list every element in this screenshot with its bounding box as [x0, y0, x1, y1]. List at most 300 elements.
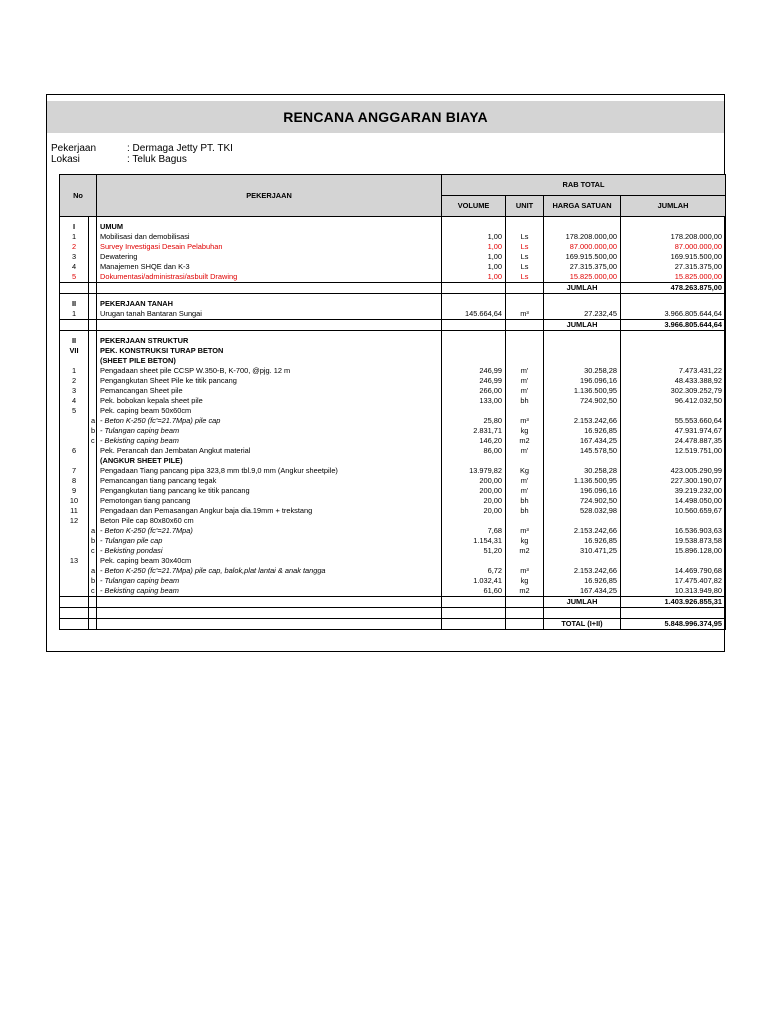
cell-volume: 145.664,64 [442, 309, 506, 320]
table-row [60, 496, 726, 506]
cell-harga [544, 516, 621, 526]
cell-jumlah [621, 346, 726, 356]
cell-unit [506, 222, 544, 232]
cell-harga: 30.258,28 [544, 366, 621, 376]
cell-jumlah: 10.313.949,80 [621, 586, 726, 597]
cell-desc [97, 597, 442, 608]
cell-sub [89, 366, 97, 376]
total-value: 3.966.805.644,64 [621, 320, 726, 331]
col-header-rab-total: RAB TOTAL [442, 175, 726, 196]
cell-sub [89, 242, 97, 252]
cell-jumlah [621, 336, 726, 346]
cell-unit: m' [506, 386, 544, 396]
cell-no: 2 [60, 242, 89, 252]
cell-sub [89, 309, 97, 320]
cell-sub: a [89, 416, 97, 426]
cell-sub [89, 456, 97, 466]
meta-value: : Teluk Bagus [127, 154, 187, 165]
cell-no: 7 [60, 466, 89, 476]
cell-desc: - Beton K-250 (fc'=21.7Mpa) pile cap [97, 416, 442, 426]
cell-unit [506, 299, 544, 309]
cell-harga [544, 556, 621, 566]
cell-harga: 27.315.375,00 [544, 262, 621, 272]
cell-desc [97, 320, 442, 331]
cell-sub: c [89, 436, 97, 446]
cell-unit [506, 619, 544, 630]
cell-jumlah: 47.931.974,67 [621, 426, 726, 436]
cell-unit: m' [506, 366, 544, 376]
cell-sub [89, 299, 97, 309]
table-row [60, 546, 726, 556]
cell-unit: m2 [506, 436, 544, 446]
cell-no: 9 [60, 486, 89, 496]
cell-desc: PEK. KONSTRUKSI TURAP BETON [97, 346, 442, 356]
cell-harga [544, 222, 621, 232]
cell-unit: Ls [506, 262, 544, 272]
cell-volume [442, 516, 506, 526]
spreadsheet-page [46, 94, 725, 652]
cell-sub [89, 336, 97, 346]
table-row [60, 436, 726, 446]
cell-harga: 167.434,25 [544, 586, 621, 597]
cell-harga: 27.232,45 [544, 309, 621, 320]
table-row [60, 486, 726, 496]
table-row [60, 566, 726, 576]
cell-no: 6 [60, 446, 89, 456]
cell-volume: 25,80 [442, 416, 506, 426]
page-title: RENCANA ANGGARAN BIAYA [47, 101, 724, 133]
cell-volume: 1,00 [442, 252, 506, 262]
cell-sub: c [89, 586, 97, 597]
cell-no [60, 608, 89, 619]
cell-volume: 246,99 [442, 376, 506, 386]
table-row [60, 506, 726, 516]
cell-harga [544, 336, 621, 346]
cell-no [60, 566, 89, 576]
cell-harga: 145.578,50 [544, 446, 621, 456]
cell-unit: kg [506, 536, 544, 546]
cell-no: 12 [60, 516, 89, 526]
meta-label: Pekerjaan [51, 143, 97, 154]
cell-desc: UMUM [97, 222, 442, 232]
table-row [60, 232, 726, 242]
cell-volume: 51,20 [442, 546, 506, 556]
table-row [60, 526, 726, 536]
cell-unit: kg [506, 426, 544, 436]
table-row [60, 476, 726, 486]
cell-desc: Beton Pile cap 80x80x60 cm [97, 516, 442, 526]
cell-desc: Pengangkutan tiang pancang ke titik pancang [97, 486, 442, 496]
table-body [60, 217, 726, 630]
cell-unit [506, 356, 544, 366]
cell-harga: 1.136.500,95 [544, 476, 621, 486]
cell-desc: Pek. bobokan kepala sheet pile [97, 396, 442, 406]
total-label: TOTAL (I+II) [544, 619, 621, 630]
cell-jumlah: 24.478.887,35 [621, 436, 726, 446]
cell-unit [506, 456, 544, 466]
cell-sub [89, 486, 97, 496]
cell-volume: 266,00 [442, 386, 506, 396]
cell-no: 4 [60, 262, 89, 272]
table-row [60, 516, 726, 526]
cell-no: 1 [60, 232, 89, 242]
cell-unit: m' [506, 446, 544, 456]
table-row [60, 466, 726, 476]
cell-desc: - Beton K-250 (fc'=21.7Mpa) [97, 526, 442, 536]
cell-unit: m2 [506, 546, 544, 556]
total-value: 5.848.996.374,95 [621, 619, 726, 630]
cell-volume: 1,00 [442, 262, 506, 272]
subtotal-row [60, 597, 726, 608]
cell-sub [89, 597, 97, 608]
cell-desc: (SHEET PILE BETON) [97, 356, 442, 366]
cell-sub [89, 356, 97, 366]
cell-unit [506, 336, 544, 346]
cell-harga: 169.915.500,00 [544, 252, 621, 262]
cell-sub [89, 346, 97, 356]
cell-no [60, 546, 89, 556]
table-row [60, 376, 726, 386]
grand-total-row [60, 619, 726, 630]
cell-sub [89, 386, 97, 396]
cell-no: 4 [60, 396, 89, 406]
cell-harga: 178.208.000,00 [544, 232, 621, 242]
cell-unit: bh [506, 496, 544, 506]
cell-harga [544, 346, 621, 356]
cell-no: 13 [60, 556, 89, 566]
cell-volume [442, 320, 506, 331]
cell-desc: Survey Investigasi Desain Pelabuhan [97, 242, 442, 252]
total-value: 1.403.926.855,31 [621, 597, 726, 608]
table-row [60, 416, 726, 426]
cell-sub [89, 506, 97, 516]
cell-sub [89, 466, 97, 476]
cell-desc: PEKERJAAN TANAH [97, 299, 442, 309]
cell-sub [89, 396, 97, 406]
cell-desc: - Bekisting caping beam [97, 436, 442, 446]
budget-table [59, 174, 726, 630]
cell-no [60, 356, 89, 366]
cell-no: 11 [60, 506, 89, 516]
cell-volume: 20,00 [442, 506, 506, 516]
cell-sub [89, 608, 97, 619]
cell-harga: 196.096,16 [544, 486, 621, 496]
cell-desc: Pek. Perancah dan Jembatan Angkut material [97, 446, 442, 456]
cell-volume [442, 346, 506, 356]
cell-volume: 246,99 [442, 366, 506, 376]
cell-no: 8 [60, 476, 89, 486]
table-row [60, 406, 726, 416]
meta-label: Lokasi [51, 154, 80, 165]
cell-desc: - Beton K-250 (fc'=21.7Mpa) pile cap, balok,plat lantai & anak tangga [97, 566, 442, 576]
cell-volume: 200,00 [442, 486, 506, 496]
cell-jumlah [621, 516, 726, 526]
cell-volume: 20,00 [442, 496, 506, 506]
cell-volume: 200,00 [442, 476, 506, 486]
cell-volume: 1,00 [442, 232, 506, 242]
cell-no: 1 [60, 309, 89, 320]
cell-harga: 2.153.242,66 [544, 566, 621, 576]
cell-desc: Pek. caping beam 50x60cm [97, 406, 442, 416]
table-row [60, 262, 726, 272]
cell-volume: 1,00 [442, 272, 506, 283]
cell-harga: 30.258,28 [544, 466, 621, 476]
table-row [60, 272, 726, 283]
cell-unit: bh [506, 506, 544, 516]
section-heading-row [60, 336, 726, 346]
cell-jumlah: 16.536.903,63 [621, 526, 726, 536]
cell-unit: Ls [506, 242, 544, 252]
cell-desc [97, 608, 442, 619]
cell-sub [89, 232, 97, 242]
cell-desc: Manajemen SHQE dan K-3 [97, 262, 442, 272]
cell-unit [506, 320, 544, 331]
cell-sub [89, 376, 97, 386]
cell-volume [442, 456, 506, 466]
cell-desc: Urugan tanah Bantaran Sungai [97, 309, 442, 320]
cell-volume [442, 608, 506, 619]
cell-volume [442, 406, 506, 416]
section-heading-row [60, 299, 726, 309]
cell-no [60, 586, 89, 597]
cell-volume [442, 283, 506, 294]
cell-jumlah [621, 556, 726, 566]
cell-harga [544, 299, 621, 309]
total-label: JUMLAH [544, 597, 621, 608]
cell-desc: - Tulangan caping beam [97, 576, 442, 586]
table-row [60, 252, 726, 262]
cell-jumlah: 19.538.873,58 [621, 536, 726, 546]
cell-harga [544, 356, 621, 366]
cell-unit [506, 406, 544, 416]
cell-unit: Ls [506, 252, 544, 262]
col-header-unit: UNIT [506, 196, 544, 217]
cell-jumlah [621, 356, 726, 366]
cell-jumlah [621, 222, 726, 232]
cell-no [60, 619, 89, 630]
cell-sub [89, 516, 97, 526]
cell-desc: - Bekisting caping beam [97, 586, 442, 597]
cell-sub [89, 619, 97, 630]
cell-harga: 16.926,85 [544, 426, 621, 436]
cell-desc: (ANGKUR SHEET PILE) [97, 456, 442, 466]
total-label: JUMLAH [544, 320, 621, 331]
cell-volume [442, 356, 506, 366]
cell-volume: 1,00 [442, 242, 506, 252]
cell-sub [89, 320, 97, 331]
cell-jumlah [621, 406, 726, 416]
cell-no: 5 [60, 272, 89, 283]
section-heading-row [60, 222, 726, 232]
cell-no: 3 [60, 386, 89, 396]
cell-jumlah: 39.219.232,00 [621, 486, 726, 496]
cell-unit: m³ [506, 526, 544, 536]
total-label: JUMLAH [544, 283, 621, 294]
cell-jumlah [621, 299, 726, 309]
cell-sub: a [89, 566, 97, 576]
cell-jumlah: 10.560.659,67 [621, 506, 726, 516]
cell-volume: 133,00 [442, 396, 506, 406]
cell-jumlah: 55.553.660,64 [621, 416, 726, 426]
cell-no: 10 [60, 496, 89, 506]
cell-no [60, 536, 89, 546]
cell-unit: Ls [506, 272, 544, 283]
cell-sub [89, 406, 97, 416]
table-header-row [60, 175, 726, 196]
cell-volume [442, 619, 506, 630]
cell-desc: Pengadaan Tiang pancang pipa 323,8 mm tbl.9,0 mm (Angkur sheetpile) [97, 466, 442, 476]
total-value: 478.263.875,00 [621, 283, 726, 294]
cell-no: I [60, 222, 89, 232]
cell-jumlah: 7.473.431,22 [621, 366, 726, 376]
cell-jumlah [621, 456, 726, 466]
cell-no: II [60, 336, 89, 346]
cell-desc: Pemancangan Sheet pile [97, 386, 442, 396]
cell-sub: a [89, 526, 97, 536]
cell-volume [442, 556, 506, 566]
col-header-volume: VOLUME [442, 196, 506, 217]
cell-desc: Mobilisasi dan demobilisasi [97, 232, 442, 242]
cell-jumlah: 17.475.407,82 [621, 576, 726, 586]
cell-sub [89, 272, 97, 283]
cell-jumlah: 15.896.128,00 [621, 546, 726, 556]
cell-no [60, 576, 89, 586]
cell-unit: m³ [506, 566, 544, 576]
cell-unit [506, 283, 544, 294]
subtotal-row [60, 283, 726, 294]
cell-jumlah: 15.825.000,00 [621, 272, 726, 283]
section-heading-row [60, 356, 726, 366]
table-row [60, 446, 726, 456]
cell-sub [89, 556, 97, 566]
cell-desc: Dewatering [97, 252, 442, 262]
cell-sub [89, 476, 97, 486]
cell-no: 3 [60, 252, 89, 262]
cell-jumlah: 423.005.290,99 [621, 466, 726, 476]
cell-jumlah: 48.433.388,92 [621, 376, 726, 386]
cell-harga: 2.153.242,66 [544, 416, 621, 426]
cell-no: VII [60, 346, 89, 356]
cell-no [60, 416, 89, 426]
cell-sub: b [89, 536, 97, 546]
section-heading-row [60, 346, 726, 356]
cell-sub [89, 252, 97, 262]
meta-pekerjaan [51, 143, 233, 154]
cell-harga: 16.926,85 [544, 576, 621, 586]
cell-harga: 196.096,16 [544, 376, 621, 386]
cell-sub: b [89, 426, 97, 436]
cell-harga: 167.434,25 [544, 436, 621, 446]
col-header-no: No [60, 175, 97, 217]
cell-no [60, 436, 89, 446]
cell-volume: 146,20 [442, 436, 506, 446]
cell-unit: bh [506, 396, 544, 406]
cell-desc: Pengangkutan Sheet Pile ke titik pancang [97, 376, 442, 386]
cell-desc [97, 283, 442, 294]
cell-harga [544, 456, 621, 466]
cell-sub [89, 262, 97, 272]
cell-desc: - Bekisting pondasi [97, 546, 442, 556]
cell-unit: m' [506, 476, 544, 486]
cell-desc: - Tulangan caping beam [97, 426, 442, 436]
table-row [60, 396, 726, 406]
cell-desc: Pemotongan tiang pancang [97, 496, 442, 506]
cell-desc: Dokumentasi/administrasi/asbuilt Drawing [97, 272, 442, 283]
cell-harga: 724.902,50 [544, 396, 621, 406]
cell-jumlah: 302.309.252,79 [621, 386, 726, 396]
cell-volume [442, 299, 506, 309]
cell-unit: m' [506, 486, 544, 496]
cell-jumlah: 3.966.805.644,64 [621, 309, 726, 320]
cell-unit [506, 597, 544, 608]
cell-volume [442, 597, 506, 608]
table-row [60, 386, 726, 396]
cell-harga [544, 608, 621, 619]
col-header-harga: HARGA SATUAN [544, 196, 621, 217]
cell-harga: 1.136.500,95 [544, 386, 621, 396]
table-row [60, 536, 726, 546]
cell-sub: b [89, 576, 97, 586]
table-row [60, 426, 726, 436]
cell-harga: 310.471,25 [544, 546, 621, 556]
col-header-pekerjaan: PEKERJAAN [97, 175, 442, 217]
cell-unit: m³ [506, 309, 544, 320]
table-row [60, 242, 726, 252]
cell-sub [89, 496, 97, 506]
cell-harga: 87.000.000,00 [544, 242, 621, 252]
cell-harga: 2.153.242,66 [544, 526, 621, 536]
cell-no [60, 426, 89, 436]
cell-unit: kg [506, 576, 544, 586]
cell-unit: m³ [506, 416, 544, 426]
cell-desc: Pek. caping beam 30x40cm [97, 556, 442, 566]
cell-volume: 86,00 [442, 446, 506, 456]
subtotal-row [60, 320, 726, 331]
cell-unit: Ls [506, 232, 544, 242]
cell-unit: m' [506, 376, 544, 386]
cell-sub [89, 446, 97, 456]
cell-volume [442, 222, 506, 232]
meta-value: : Dermaga Jetty PT. TKI [127, 143, 233, 154]
cell-no [60, 597, 89, 608]
cell-harga: 15.825.000,00 [544, 272, 621, 283]
cell-sub: c [89, 546, 97, 556]
cell-no: II [60, 299, 89, 309]
cell-desc: - Tulangan pile cap [97, 536, 442, 546]
cell-volume: 1.032,41 [442, 576, 506, 586]
table-row [60, 586, 726, 597]
blank-row [60, 608, 726, 619]
cell-desc: Pengadaan dan Pemasangan Angkur baja dia.19mm + trekstang [97, 506, 442, 516]
cell-unit [506, 556, 544, 566]
cell-jumlah: 14.469.790,68 [621, 566, 726, 576]
cell-volume: 7,68 [442, 526, 506, 536]
table-row [60, 556, 726, 566]
table-row [60, 576, 726, 586]
table-row [60, 366, 726, 376]
cell-unit [506, 516, 544, 526]
cell-desc: PEKERJAAN STRUKTUR [97, 336, 442, 346]
cell-unit [506, 346, 544, 356]
cell-unit [506, 608, 544, 619]
cell-no [60, 456, 89, 466]
cell-sub [89, 222, 97, 232]
cell-sub [89, 283, 97, 294]
cell-volume: 1.154,31 [442, 536, 506, 546]
cell-volume: 61,60 [442, 586, 506, 597]
cell-no: 1 [60, 366, 89, 376]
cell-unit: Kg [506, 466, 544, 476]
